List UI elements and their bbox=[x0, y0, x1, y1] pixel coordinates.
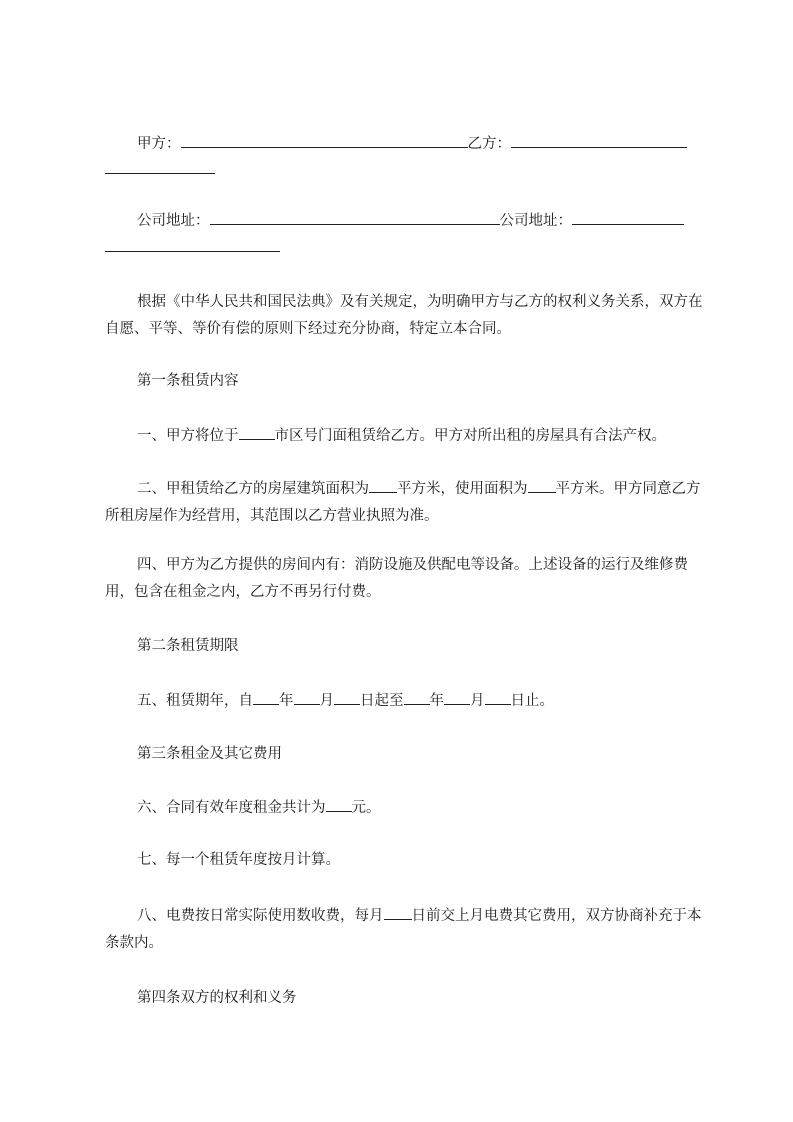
address-b-blank-cont[interactable] bbox=[105, 251, 280, 252]
address-b-blank[interactable] bbox=[572, 206, 684, 225]
article-4-title: 第四条双方的权利和义务 bbox=[137, 990, 297, 1006]
address-line bbox=[105, 206, 705, 235]
article-2-item-5 bbox=[105, 686, 705, 715]
item-8-text-a: 八、电费按日常实际使用数收费，每月 bbox=[137, 908, 384, 924]
item-2-text-c: 平方米。甲方同意乙方所租房屋作为经营用，其范围以乙方营业执照为准。 bbox=[105, 481, 701, 524]
end-day-blank[interactable] bbox=[485, 686, 511, 705]
item-5-end-month-label: 月 bbox=[470, 693, 485, 709]
preamble-paragraph: 根据《中华人民共和国民法典》及有关规定，为明确甲方与乙方的权利义务关系，双方在自愿、平等、等价有偿的原则下经过充分协商，特定立本合同。 bbox=[105, 294, 703, 337]
article-1-title: 第一条租赁内容 bbox=[137, 373, 239, 389]
article-3-title: 第三条租金及其它费用 bbox=[137, 746, 282, 762]
article-1-item-2 bbox=[105, 474, 703, 530]
item-5-end-label: 日止。 bbox=[510, 693, 554, 709]
address-a-label: 公司地址： bbox=[137, 213, 210, 229]
article-1-item-4: 四、甲方为乙方提供的房间内有：消防设施及供配电等设备。上述设备的运行及维修费用，包含在租金之内，乙方不再另行付费。 bbox=[105, 557, 688, 600]
party-a-blank[interactable] bbox=[181, 129, 468, 148]
address-a-blank[interactable] bbox=[210, 206, 500, 225]
payment-day-blank[interactable] bbox=[384, 901, 412, 920]
start-year-blank[interactable] bbox=[253, 686, 279, 705]
party-b-blank-cont[interactable] bbox=[105, 173, 215, 174]
end-month-blank[interactable] bbox=[444, 686, 470, 705]
usable-area-blank[interactable] bbox=[528, 474, 556, 493]
article-3-item-8 bbox=[105, 901, 703, 957]
building-area-blank[interactable] bbox=[369, 474, 397, 493]
item-2-text-a: 二、甲租赁给乙方的房屋建筑面积为 bbox=[137, 481, 369, 497]
party-b-blank[interactable] bbox=[511, 129, 687, 148]
item-5-until-label: 日起至 bbox=[360, 693, 404, 709]
party-a-label: 甲方： bbox=[137, 136, 181, 152]
article-3-item-6 bbox=[105, 793, 705, 822]
address-b-label: 公司地址： bbox=[499, 213, 572, 229]
article-3-item-7: 七、每一个租赁年度按月计算。 bbox=[137, 852, 340, 868]
start-month-blank[interactable] bbox=[294, 686, 320, 705]
party-b-label: 乙方： bbox=[467, 136, 511, 152]
location-blank[interactable] bbox=[239, 421, 275, 440]
item-5-year-label: 年 bbox=[279, 693, 294, 709]
article-2-title: 第二条租赁期限 bbox=[137, 638, 239, 654]
end-year-blank[interactable] bbox=[404, 686, 430, 705]
item-5-text-a: 五、租赁期年，自 bbox=[137, 693, 253, 709]
item-1-text-a: 一、甲方将位于 bbox=[137, 428, 239, 444]
article-1-item-1 bbox=[105, 421, 705, 450]
item-6-text-b: 元。 bbox=[351, 800, 381, 816]
item-8-text-b: 日前交上月电费其它费用，双方协商补充于本条款内。 bbox=[105, 908, 702, 951]
item-2-text-b: 平方米，使用面积为 bbox=[397, 481, 528, 497]
party-line bbox=[105, 129, 705, 158]
item-6-text-a: 六、合同有效年度租金共计为 bbox=[137, 800, 326, 816]
start-day-blank[interactable] bbox=[334, 686, 360, 705]
item-5-month-label: 月 bbox=[319, 693, 334, 709]
item-5-end-year-label: 年 bbox=[429, 693, 444, 709]
item-1-text-b: 市区号门面租赁给乙方。甲方对所出租的房屋具有合法产权。 bbox=[274, 428, 666, 444]
rent-amount-blank[interactable] bbox=[326, 793, 352, 812]
